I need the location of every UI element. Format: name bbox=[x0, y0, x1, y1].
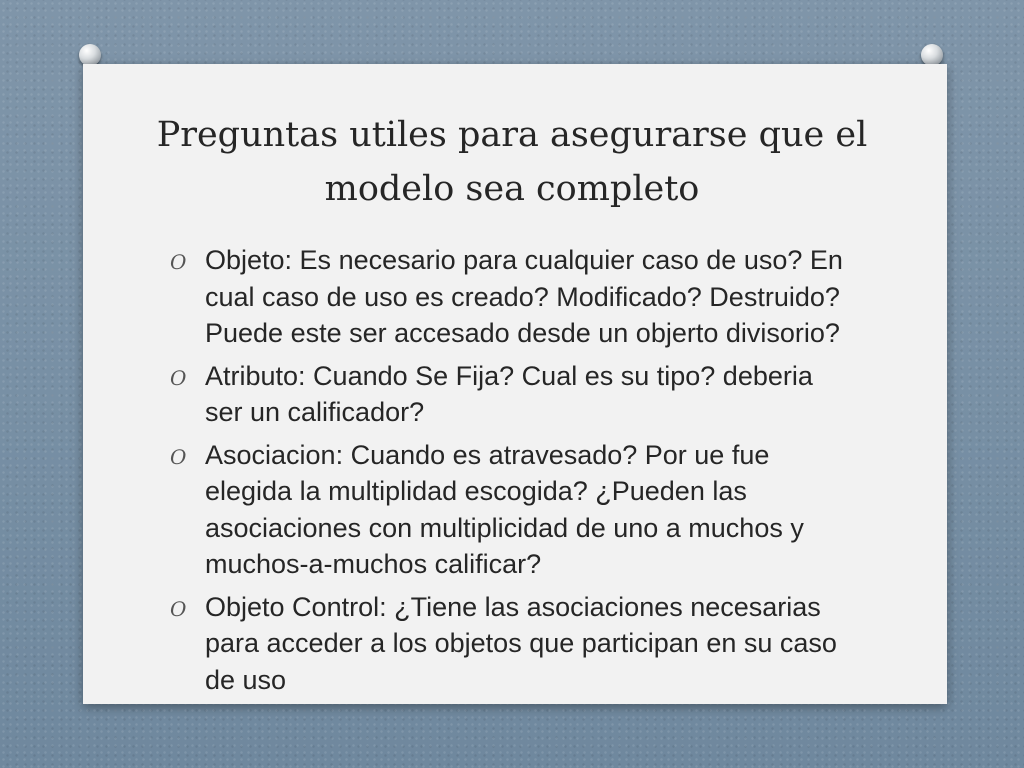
bullet-text: Objeto Control: ¿Tiene las asociaciones necesarias para acceder a los objetos que participan en su caso de uso bbox=[205, 591, 837, 695]
bullet-list bbox=[170, 242, 850, 704]
bullet-text: Asociacion: Cuando es atravesado? Por ue fue elegida la multiplidad escogida? ¿Pueden las asociaciones con multiplicidad de uno a muchos y muchos-a-muchos calificar? bbox=[205, 439, 804, 579]
bullet-o-icon: O bbox=[170, 250, 187, 274]
pushpin-head bbox=[921, 44, 943, 66]
bullet-o-icon: O bbox=[170, 365, 187, 390]
bullet-o-icon: O bbox=[170, 444, 187, 469]
bullet-item-objeto-control bbox=[170, 589, 850, 699]
pushpin-head bbox=[79, 44, 101, 66]
bullet-text: Atributo: Cuando Se Fija? Cual es su tipo? deberia ser un calificador? bbox=[205, 360, 813, 427]
bullet-item-atributo bbox=[170, 358, 850, 431]
bullet-text: Objeto: Es necesario para cualquier caso de uso? En cual caso de uso es creado? Modificado? Destruido?Puede este ser accesado desde un objerto divisorio? bbox=[205, 245, 843, 348]
bullet-o-icon: O bbox=[170, 596, 187, 621]
bullet-item-objeto bbox=[170, 242, 850, 352]
slide-title: Preguntas utiles para asegurarse que el modelo sea completo bbox=[156, 115, 868, 209]
bullet-item-asociacion bbox=[170, 437, 850, 583]
